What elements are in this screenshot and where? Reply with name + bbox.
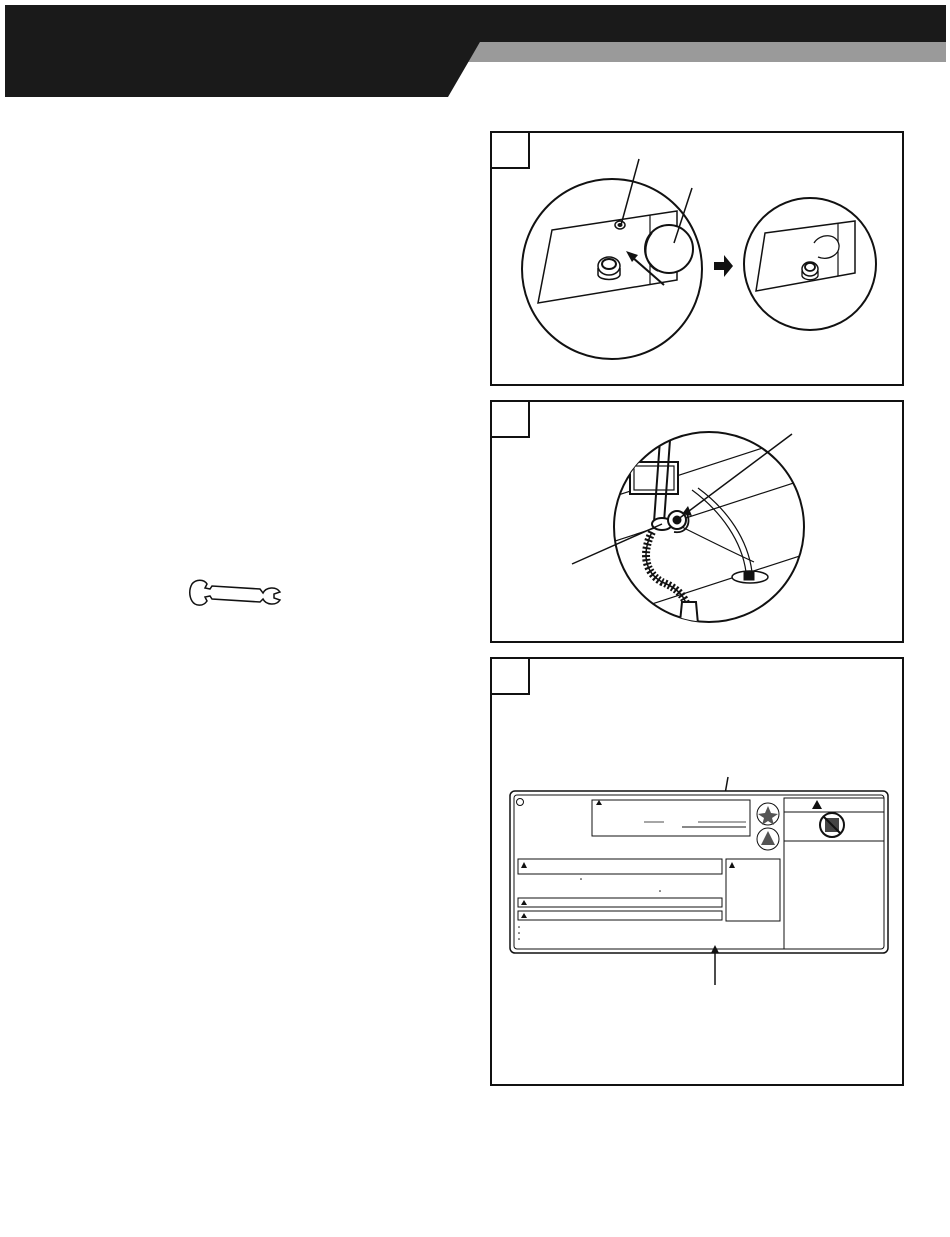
gas-connection-illustration: [492, 402, 902, 641]
arrow-right-icon: [714, 255, 733, 277]
header-gray-band: [468, 42, 946, 62]
step-panel-2: [490, 400, 904, 643]
rating-label-illustration: [492, 659, 902, 1084]
step-panel-1: [490, 131, 904, 386]
step-panel-3: [490, 657, 904, 1086]
header-banner: [0, 0, 950, 100]
valve-cover-illustration: [492, 133, 902, 384]
wrench-icon: [188, 578, 284, 608]
